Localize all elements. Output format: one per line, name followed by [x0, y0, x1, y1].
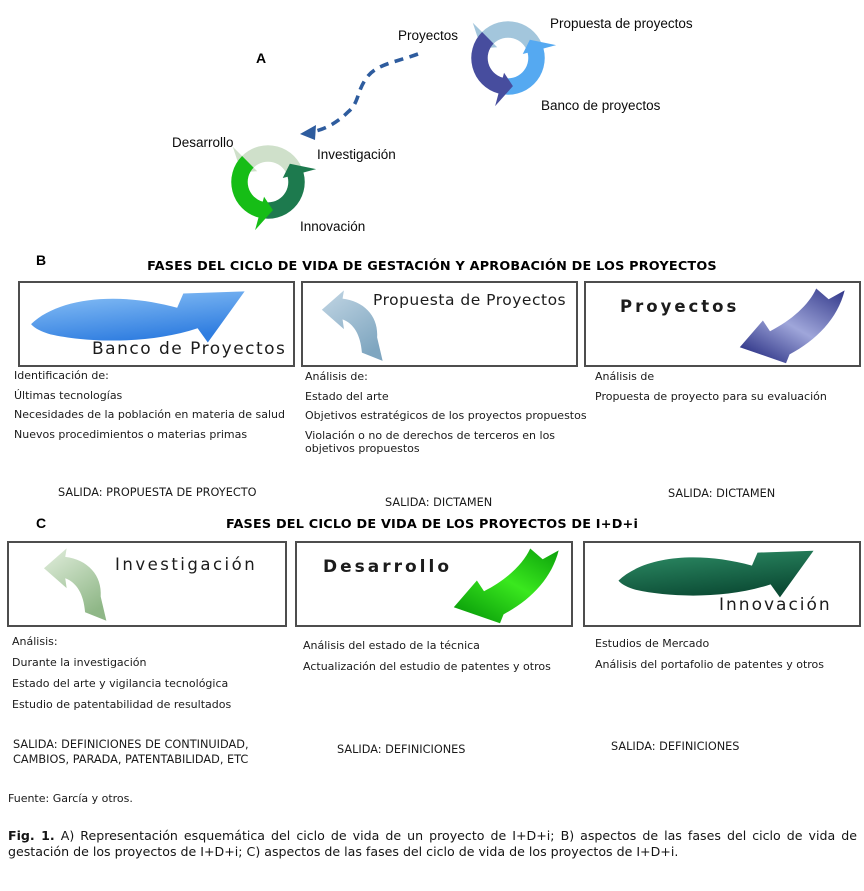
label-desarrollo-a: Desarrollo	[172, 135, 234, 150]
desarrollo-items	[303, 639, 599, 681]
list-item: Objetivos estratégicos de los proyectos propuestos	[305, 409, 587, 422]
salida-investigacion: SALIDA: DEFINICIONES DE CONTINUIDAD, CAMBIOS, PARADA, PATENTABILIDAD, ETC	[13, 738, 249, 766]
phase-name-proyectos: Proyectos	[620, 297, 740, 316]
salida-banco: SALIDA: PROPUESTA DE PROYECTO	[58, 486, 257, 499]
phase-name-propuesta-de-proyectos: Propuesta de Proyectos	[373, 291, 567, 309]
list-item: Análisis de	[595, 370, 655, 383]
source-note: Fuente: García y otros.	[8, 792, 133, 805]
section-b-title: FASES DEL CICLO DE VIDA DE GESTACIÓN Y APROBACIÓN DE LOS PROYECTOS	[147, 259, 717, 274]
phase-box-innovacion	[583, 541, 861, 627]
phase-box-proyectos	[584, 281, 861, 367]
label-proyectos-a: Proyectos	[398, 28, 459, 43]
phase-name-desarrollo: Desarrollo	[323, 557, 453, 577]
list-item: Análisis del portafolio de patentes y otros	[595, 658, 825, 671]
list-item: Estado del arte y vigilancia tecnológica	[12, 677, 229, 690]
list-item: Análisis:	[12, 635, 58, 648]
list-item: Nuevos procedimientos o materias primas	[14, 427, 248, 441]
list-item: Actualización del estudio de patentes y otros	[303, 660, 551, 673]
figure-caption-number: Fig. 1.	[8, 828, 55, 843]
list-item: Identificación de:	[14, 369, 109, 382]
list-item: Durante la investigación	[12, 656, 147, 669]
label-innovacion-a: Innovación	[300, 219, 366, 234]
investigacion-items	[12, 635, 318, 719]
phase-box-propuesta-de-proyectos	[301, 281, 578, 367]
salida-proyectos: SALIDA: DICTAMEN	[668, 487, 776, 500]
list-item: Necesidades de la población en materia de salud	[14, 408, 285, 421]
section-b-label: B	[36, 252, 47, 268]
label-propuesta-de-proyectos-a: Propuesta de proyectos	[550, 16, 693, 31]
phase-box-banco-de-proyectos	[18, 281, 295, 367]
label-banco-de-proyectos-a: Banco de proyectos	[541, 98, 661, 113]
figure-caption	[8, 828, 857, 860]
desarrollo-arrow-icon	[447, 545, 569, 625]
list-item: Últimas tecnologías	[14, 388, 123, 402]
list-item: Estudios de Mercado	[595, 637, 710, 650]
proyectos-arrow-icon	[733, 285, 855, 365]
list-item: Análisis del estado de la técnica	[303, 639, 480, 652]
list-item: Estado del arte	[305, 389, 389, 403]
list-item: Propuesta de proyecto para su evaluación	[595, 389, 827, 403]
salida-propuesta: SALIDA: DICTAMEN	[385, 496, 493, 509]
section-a-label: A	[256, 50, 267, 66]
phase-name-banco-de-proyectos: Banco de Proyectos	[92, 339, 287, 359]
proyectos-items	[595, 370, 861, 409]
list-item: Estudio de patentabilidad de resultados	[12, 698, 232, 711]
phase-name-innovacion: Innovación	[719, 595, 832, 615]
list-item: Violación o no de derechos de terceros en los objetivos propuestos	[305, 428, 556, 455]
phase-name-investigacion: Investigación	[115, 555, 258, 574]
innovacion-items	[595, 637, 864, 679]
phase-box-desarrollo	[295, 541, 573, 627]
list-item: Análisis de:	[305, 370, 368, 383]
label-investigacion-a: Investigación	[317, 147, 396, 162]
salida-desarrollo: SALIDA: DEFINICIONES	[337, 743, 466, 756]
banco-items	[14, 369, 320, 447]
propuesta-items	[305, 370, 601, 461]
figure-caption-text: A) Representación esquemática del ciclo de vida de un proyecto de I+D+i; B) aspectos de las fases del ciclo de vida de gestación de los proyectos de I+D+i; C) aspectos de las fases del ciclo de vida de los proyectos de I+D+i.	[8, 828, 857, 859]
salida-innovacion: SALIDA: DEFINICIONES	[611, 740, 740, 753]
section-c-title: FASES DEL CICLO DE VIDA DE LOS PROYECTOS DE I+D+i	[225, 517, 639, 532]
section-c-label: C	[36, 515, 47, 531]
phase-box-investigacion	[7, 541, 287, 627]
